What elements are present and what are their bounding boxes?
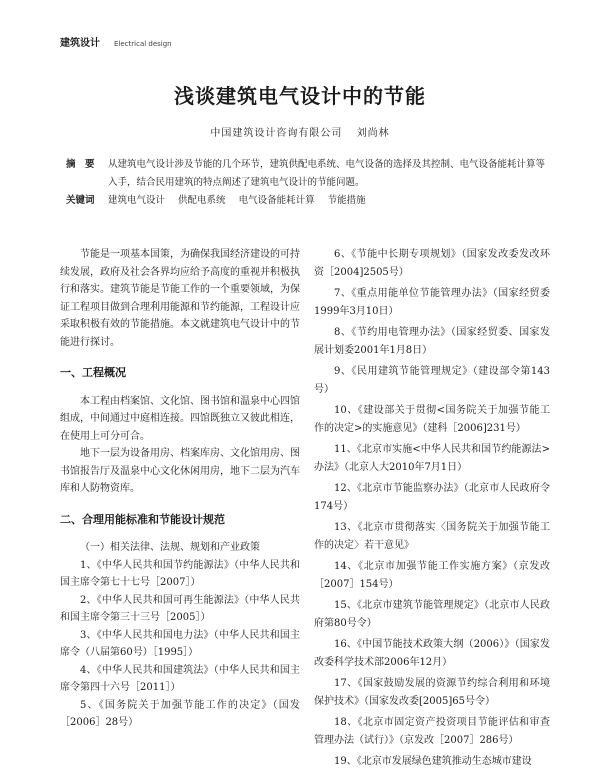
regulation-item: 12、《北京市节能监察办法》（北京市人民政府令174号） <box>314 483 550 512</box>
regulation-item: 8、《节约用电管理办法》（国家经贸委、国家发展计划委2001年1月8日） <box>314 327 550 356</box>
overview-paragraph: 地下一层为设备用房、档案库房、文化馆用房、图书馆报告厅及温泉中心文化休闲用房，地下二层为汽车库和人防物资库。 <box>60 448 300 494</box>
header-section-cn: 建筑设计 <box>60 38 100 49</box>
regulation-item: 16、《中国节能技术政策大纲（2006）》（国家发改委科学技术部2006年12月） <box>314 639 550 668</box>
keyword: 节能措施 <box>327 195 366 206</box>
keyword: 供配电系统 <box>178 195 226 206</box>
regulation-item: 7、《重点用能单位节能管理办法》（国家经贸委1999年3月10日） <box>314 288 550 317</box>
regulation-item: 9、《民用建筑节能管理规定》（建设部令第143号） <box>314 366 550 395</box>
right-column <box>314 246 550 775</box>
running-header <box>60 34 172 49</box>
intro-paragraph: 节能是一项基本国策，为确保我国经济建设的可持续发展，政府及社会各界均应给予高度的重视并积极执行和落实。建筑节能是节能工作的一个重要领域，为保证工程项目做到合理利用能源和节约能源，工程设计应采取积极有效的节能措施。本文就建筑电气设计中的节能进行探讨。 <box>60 249 300 348</box>
regulation-item: 19、《北京市发展绿色建筑推动生态城市建设 <box>334 756 532 767</box>
regulation-item: 6、《节能中长期专项规划》（国家发改委发改环资［2004]2505号） <box>314 249 550 278</box>
regulation-item: 5、《国务院关于加强节能工作的决定》（国发［2006］28号） <box>60 699 300 728</box>
regulation-item: 11、《北京市实施<中华人民共和国节约能源法>办法》（北京人大2010年7月1日） <box>314 444 550 473</box>
author-org: 中国建筑设计咨询有限公司 <box>210 128 343 139</box>
regulation-item: 1、《中华人民共和国节约能源法》（中华人民共和国主席令第七十七号［2007］） <box>60 559 300 588</box>
keywords-label: 关键词 <box>66 195 95 206</box>
regulation-item: 15、《北京市建筑节能管理规定》（北京市人民政府第80号令） <box>314 600 550 629</box>
regulation-item: 2、《中华人民共和国可再生能源法》（中华人民共和国主席令第三十三号［2005］） <box>60 594 300 623</box>
regulation-item: 13、《北京市贯彻落实〈国务院关于加强节能工作的决定〉若干意见》 <box>314 522 550 551</box>
regulation-item: 10、《建设部关于贯彻<国务院关于加强节能工作的决定>的实施意见》（建科［2006]231号） <box>314 405 550 434</box>
abstract-label: 摘 要 <box>66 159 95 170</box>
keyword: 电气设备能耗计算 <box>238 195 315 206</box>
subsection-heading: （一）相关法律、法规、规划和产业政策 <box>80 542 260 553</box>
regulation-item: 14、《北京市加强节能工作实施方案》（京发改［2007］154号） <box>314 561 550 590</box>
keyword: 建筑电气设计 <box>108 195 166 206</box>
regulation-item: 17、《国家鼓励发展的资源节约综合利用和环境保护技术》（国家发改委[2005]65号令） <box>314 678 550 707</box>
article-title: 浅谈建筑电气设计中的节能 <box>174 84 426 108</box>
keywords-list <box>108 192 546 210</box>
section-heading: 二、合理用能标准和节能设计规范 <box>60 512 225 526</box>
header-section-en: Electrical design <box>114 40 172 48</box>
regulation-item: 4、《中华人民共和国建筑法》（中华人民共和国主席令第四十六号［2011］） <box>60 664 300 693</box>
section-heading: 一、工程概况 <box>60 366 126 379</box>
overview-paragraph: 本工程由档案馆、文化馆、图书馆和温泉中心四馆组成，中间通过中庭相连接。四馆既独立又彼此相连，在使用上可分可合。 <box>60 395 300 442</box>
regulation-item: 3、《中华人民共和国电力法》（中华人民共和国主席令（八届第60号）［1995］） <box>60 629 300 658</box>
abstract-block <box>66 156 546 210</box>
left-column <box>60 246 300 732</box>
author-name: 刘尚林 <box>356 128 390 139</box>
author-line <box>0 124 600 139</box>
abstract-text: 从建筑电气设计涉及节能的几个环节，建筑供配电系统、电气设备的选择及其控制、电气设备能耗计算等入手，结合民用建筑的特点阐述了建筑电气设计的节能问题。 <box>108 159 546 188</box>
regulation-item: 18、《北京市固定资产投资项目节能评估和审查管理办法（试行）》（京发改［2007］286号） <box>314 717 550 746</box>
